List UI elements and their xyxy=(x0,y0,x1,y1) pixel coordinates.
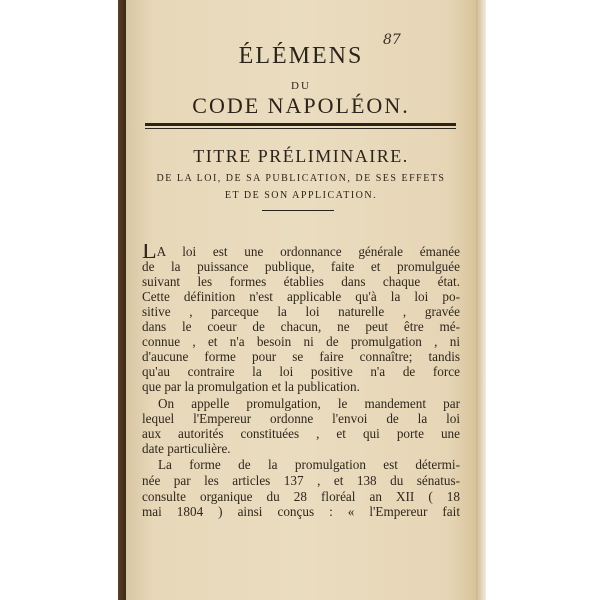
paper-edge xyxy=(476,0,486,600)
body-line: connue , et n'a besoin ni de promulgation , ni xyxy=(142,335,460,349)
body-line: On appelle promulgation, le mandement par xyxy=(158,397,460,411)
body-line: lequel l'Empereur ordonne l'envoi de la loi xyxy=(142,412,460,426)
body-line xyxy=(142,244,460,259)
body-line: date particulière. xyxy=(142,442,231,456)
body-line: mai 1804 ) ainsi conçus : « l'Empereur fait xyxy=(142,505,460,519)
dropcap-letter: L xyxy=(142,244,157,259)
title-elemens: ÉLÉMENS xyxy=(238,43,364,69)
title-rule-thin xyxy=(145,128,456,129)
title-code-napoleon: CODE NAPOLÉON. xyxy=(192,93,410,118)
body-line: qu'au contraire la loi positive n'a de force xyxy=(142,365,460,379)
section-subheading-line2: ET DE SON APPLICATION. xyxy=(224,190,378,201)
body-line: La forme de la promulgation est détermi- xyxy=(158,458,460,472)
body-line: de la puissance publique, faite et promulguée xyxy=(142,260,460,274)
body-line-text: A loi est une ordonnance générale émanée xyxy=(156,244,460,259)
body-line: d'aucune forme pour se faire connaître; tandis xyxy=(142,350,460,364)
section-subheading-line1: DE LA LOI, DE SA PUBLICATION, DE SES EFFETS xyxy=(156,173,446,184)
book-cover-edge xyxy=(118,0,126,600)
body-line: sitive , parceque la loi naturelle , gravée xyxy=(142,305,460,319)
body-line: dans le coeur de chacun, ne peut être mé- xyxy=(142,320,460,334)
body-line: consulte organique du 28 floréal an XII ( 18 xyxy=(142,490,460,504)
body-line: aux autorités constituées , et qui porte une xyxy=(142,427,460,441)
section-heading: TITRE PRÉLIMINAIRE. xyxy=(193,146,409,166)
title-rule-thick xyxy=(145,123,456,126)
body-line: que par la promulgation et la publication. xyxy=(142,380,360,394)
section-divider xyxy=(262,210,334,211)
page-number: 87 xyxy=(383,32,401,48)
body-line: Cette définition n'est applicable qu'à la loi po- xyxy=(142,290,460,304)
title-du: DU xyxy=(291,80,311,92)
body-line: née par les articles 137 , et 138 du sénatus- xyxy=(142,474,460,488)
body-line: suivant les formes établies dans chaque état. xyxy=(142,275,460,289)
